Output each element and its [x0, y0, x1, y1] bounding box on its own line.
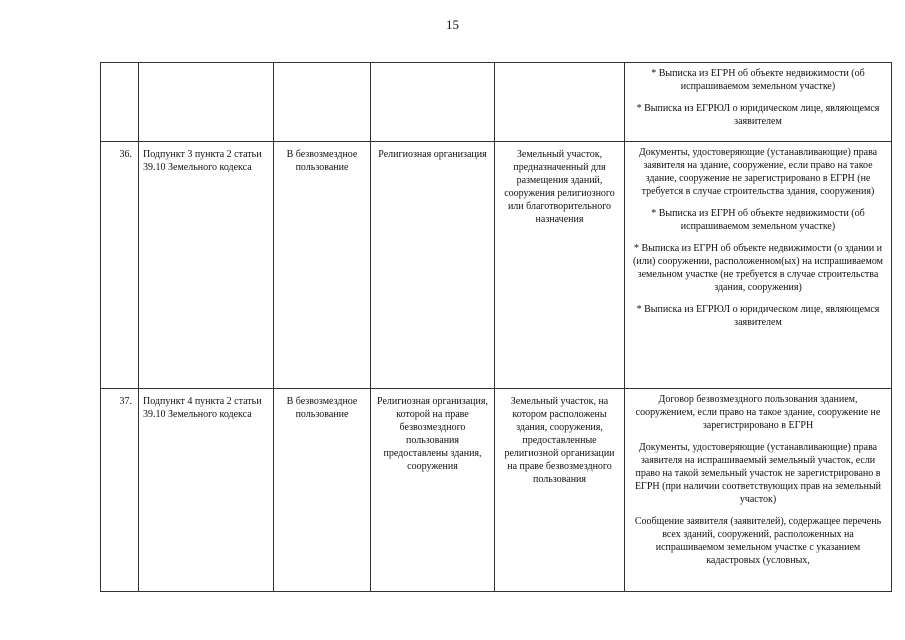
applicant-cell: Религиозная организация, которой на праве безвозмездного пользования предоставлены здания, сооружения: [371, 389, 495, 592]
applicant-cell: [371, 63, 495, 142]
document-item: Сообщение заявителя (заявителей), содержащее перечень всех зданий, сооружений, расположенных на испрашиваемом земельном участке с указанием кадастровых (условных,: [634, 516, 882, 566]
document-item: * Выписка из ЕГРЮЛ о юридическом лице, являющемся заявителем: [636, 304, 880, 328]
land-plot-cell: Земельный участок, на котором расположены здания, сооружения, предоставленные религиозной организации на праве безвозмездного пользования: [495, 389, 625, 592]
legal-basis-cell: Подпункт 4 пункта 2 статьи 39.10 Земельного кодекса: [139, 389, 274, 592]
document-item: Документы, удостоверяющие (устанавливающие) права заявителя на испрашиваемый земельный участок, если право на такой земельный участок не зарегистрировано в ЕГРН (при наличии соответствующих прав на земельный участок): [634, 442, 882, 505]
table-row-continuation: [101, 63, 892, 142]
right-type-cell: В безвозмездное пользование: [274, 142, 371, 389]
legal-basis-cell: Подпункт 3 пункта 2 статьи 39.10 Земельного кодекса: [139, 142, 274, 389]
row-number: 36.: [101, 142, 139, 389]
right-type-cell: В безвозмездное пользование: [274, 389, 371, 592]
documents-cell: [625, 389, 892, 592]
document-item: Договор безвозмездного пользования зданием, сооружением, если право на такое здание, сооружение не зарегистрировано в ЕГРН: [635, 394, 881, 431]
land-plot-cell: Земельный участок, предназначенный для размещения зданий, сооружения религиозного или благотворительного назначения: [495, 142, 625, 389]
document-item: * Выписка из ЕГРЮЛ о юридическом лице, являющемся заявителем: [636, 103, 880, 127]
document-item: * Выписка из ЕГРН об объекте недвижимости (о здании и (или) сооружении, расположенном(ых) на испрашиваемом земельном участке (не требуется в случае строительства здания, сооружения): [633, 243, 883, 293]
row-number: [101, 63, 139, 142]
document-item: * Выписка из ЕГРН об объекте недвижимости (об испрашиваемом земельном участке): [651, 208, 865, 232]
table-row-37: [101, 389, 892, 592]
land-documents-table: [100, 62, 892, 592]
table-row-36: [101, 142, 892, 389]
document-item: * Выписка из ЕГРН об объекте недвижимости (об испрашиваемом земельном участке): [651, 68, 865, 92]
legal-basis-cell: [139, 63, 274, 142]
land-plot-cell: [495, 63, 625, 142]
row-number: 37.: [101, 389, 139, 592]
page-number: 15: [446, 17, 459, 32]
documents-cell: [625, 63, 892, 142]
right-type-cell: [274, 63, 371, 142]
applicant-cell: Религиозная организация: [371, 142, 495, 389]
document-item: Документы, удостоверяющие (устанавливающие) права заявителя на здание, сооружение, если право на такое здание, сооружение не зарегистрировано в ЕГРН (не требуется в случае строительства здания, сооружения): [638, 147, 878, 197]
documents-cell: [625, 142, 892, 389]
